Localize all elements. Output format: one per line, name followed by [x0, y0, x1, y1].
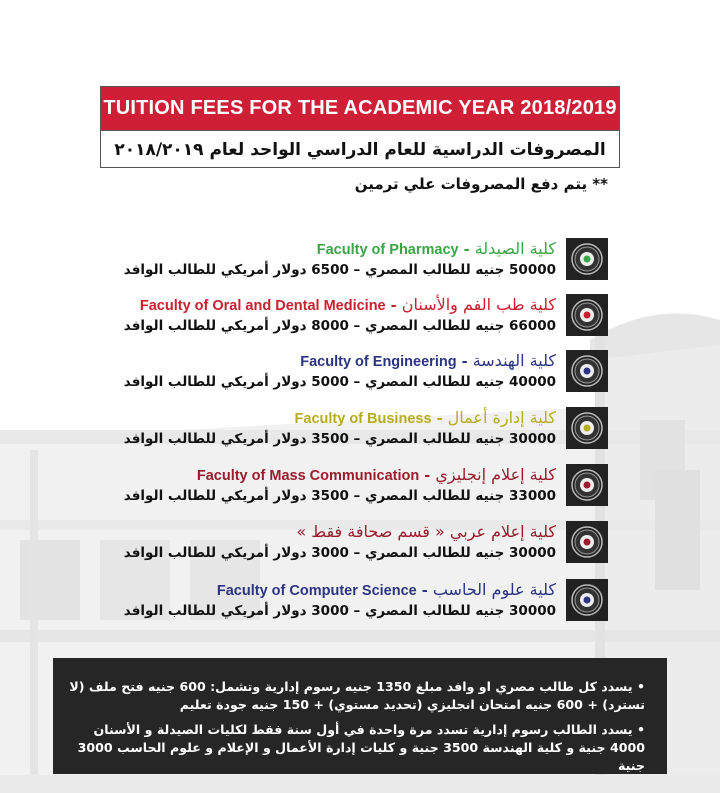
title-banner [100, 86, 620, 168]
faculty-name-separator: - [458, 241, 475, 258]
note-item: • يسدد كل طالب مصري او وافد مبلغ 1350 جنيه رسوم إدارية وتشمل: 600 جنيه فتح ملف (لا تسترد) + 600 جنيه امتحان انجليزي (تحديد مستوي) + 150 جنيه جودة تعليم [69, 679, 645, 712]
faculty-name-separator: - [419, 467, 436, 484]
faculty-name [108, 295, 556, 316]
faculty-name-english: Faculty of Oral and Dental Medicine [139, 297, 386, 314]
faculty-name-arabic: كلية علوم الحاسب [432, 579, 556, 599]
faculty-fee: 40000 جنيه للطالب المصري – 5000 دولار أمريكي للطالب الوافد [123, 373, 556, 390]
faculty-name-arabic: كلية الهندسة [472, 350, 556, 370]
faculty-text [108, 465, 556, 506]
faculty-name-arabic: كلية طب الفم والأسنان [401, 294, 556, 314]
title-arabic: المصروفات الدراسية للعام الدراسي الواحد لعام ٢٠١٨/٢٠١٩ [114, 139, 606, 160]
faculty-fee: 30000 جنيه للطالب المصري – 3000 دولار أمريكي للطالب الوافد [123, 602, 556, 619]
faculty-name-separator: - [456, 353, 473, 370]
faculty-text [108, 351, 556, 392]
faculty-fee: 30000 جنيه للطالب المصري – 3000 دولار أمريكي للطالب الوافد [123, 544, 556, 561]
faculty-name-arabic: كلية إدارة أعمال [447, 407, 556, 427]
faculty-name-english: Faculty of Engineering [300, 353, 457, 370]
faculty-item [108, 405, 608, 451]
faculty-name [108, 580, 556, 601]
faculty-item [108, 577, 608, 623]
faculty-fee: 33000 جنيه للطالب المصري – 3500 دولار أمريكي للطالب الوافد [123, 487, 556, 504]
dental-emblem-icon [566, 294, 608, 336]
faculty-item [108, 519, 608, 565]
mass-communication-emblem-icon [566, 464, 608, 506]
note-item: • يسدد الطالب رسوم إدارية تسدد مرة واحدة في أول سنة فقط لكليات الصيدلة و الأسنان 4000 جنية و كلية الهندسة 3500 جنية و كليات إدارة الأعمال و الإعلام و علوم الحاسب 3000 جنية [77, 722, 645, 773]
faculty-name [108, 408, 556, 429]
faculty-text [108, 239, 556, 280]
title-english: TUITION FEES FOR THE ACADEMIC YEAR 2018/2019 [101, 87, 619, 131]
faculty-name-arabic: كلية إعلام عربي « قسم صحافة فقط » [296, 521, 556, 541]
computer-science-emblem-icon [566, 579, 608, 621]
engineering-emblem-icon [566, 350, 608, 392]
faculty-item [108, 236, 608, 282]
faculty-name-english: Faculty of Mass Communication [196, 467, 420, 484]
faculty-name-separator: - [385, 297, 402, 314]
pharmacy-emblem-icon [566, 238, 608, 280]
faculty-fee: 30000 جنيه للطالب المصري – 3500 دولار أمريكي للطالب الوافد [123, 430, 556, 447]
faculty-name-english: Faculty of Business [294, 410, 432, 427]
faculty-name-english: Faculty of Computer Science [216, 582, 417, 599]
faculty-name [108, 465, 556, 486]
faculty-name [108, 351, 556, 372]
faculty-name-separator: - [431, 410, 448, 427]
faculty-text [108, 295, 556, 336]
faculty-name [108, 522, 556, 543]
faculty-fee: 50000 جنيه للطالب المصري – 6500 دولار أمريكي للطالب الوافد [123, 261, 556, 278]
faculty-item [108, 348, 608, 394]
installment-note: ** يتم دفع المصروفات علي ترمين [354, 175, 608, 193]
faculty-text [108, 580, 556, 621]
faculty-name-english: Faculty of Pharmacy [316, 241, 459, 258]
faculty-name [108, 239, 556, 260]
faculty-name-separator: - [416, 582, 433, 599]
faculty-fee: 66000 جنيه للطالب المصري – 8000 دولار أمريكي للطالب الوافد [123, 317, 556, 334]
faculty-item [108, 292, 608, 338]
faculty-name-arabic: كلية إعلام إنجليزي [435, 464, 556, 484]
faculty-text [108, 408, 556, 449]
business-emblem-icon [566, 407, 608, 449]
faculty-name-arabic: كلية الصيدلة [474, 238, 556, 258]
faculty-text [108, 522, 556, 563]
faculty-item [108, 462, 608, 508]
arabic-media-emblem-icon [566, 521, 608, 563]
administrative-fees-notes [53, 658, 667, 774]
